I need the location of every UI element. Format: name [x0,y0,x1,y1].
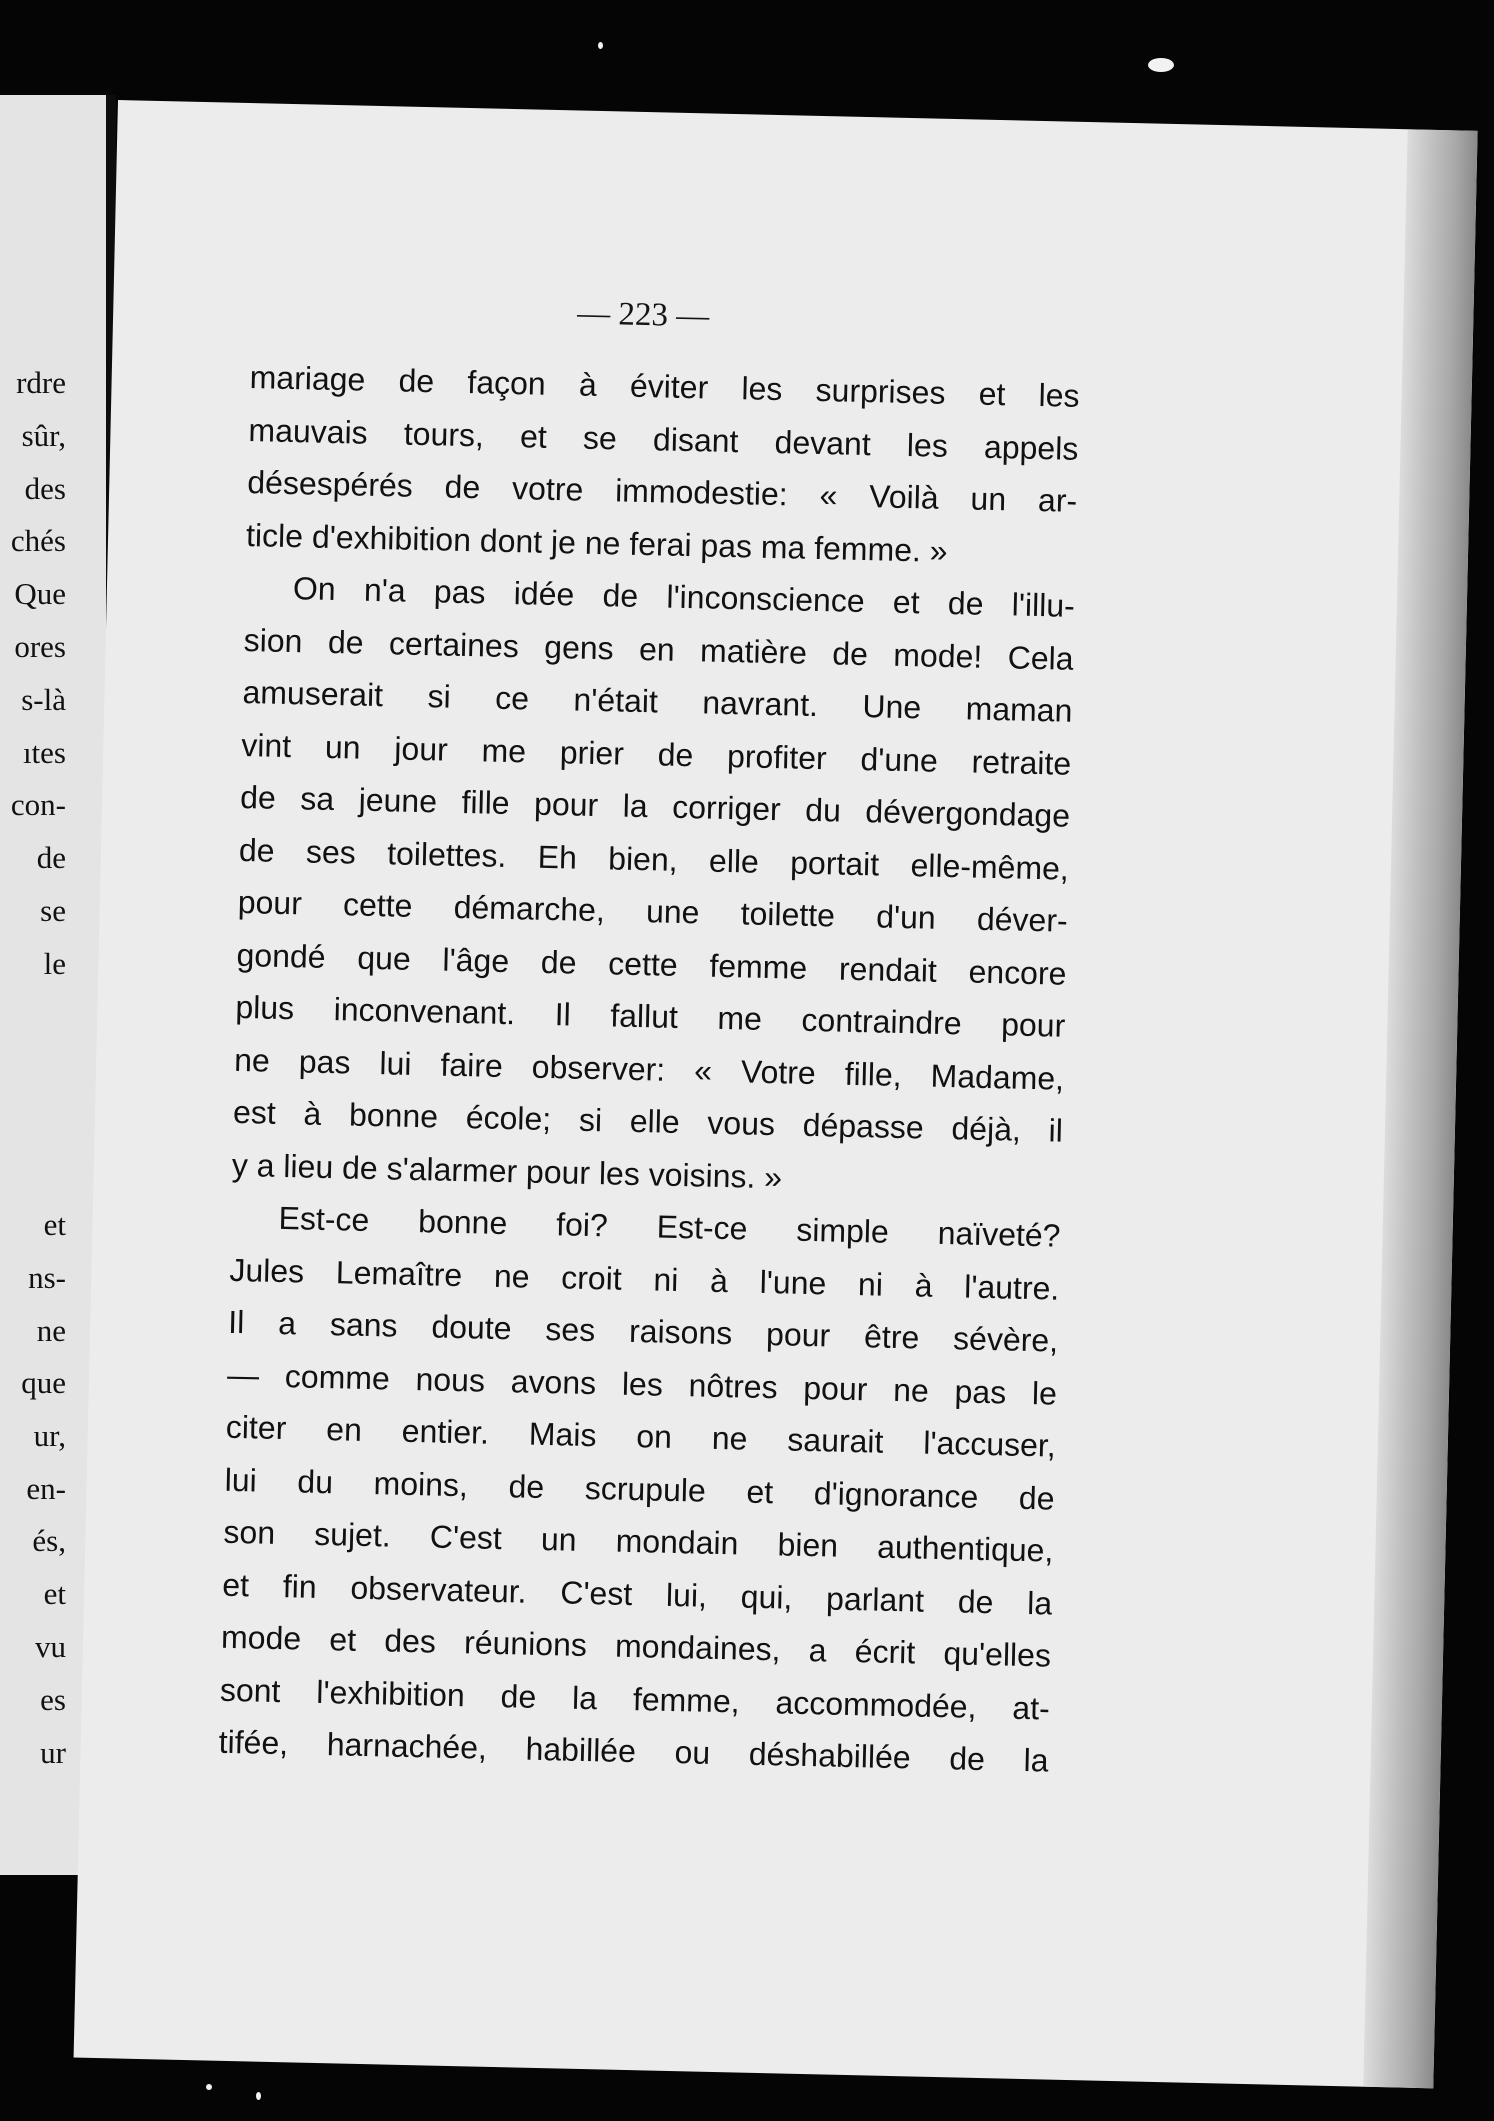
page-text [218,351,1080,1787]
left-page-fragment: ıtes [22,735,66,770]
scan-speck [256,2092,261,2100]
left-page-fragment: ores [14,629,66,664]
text-line: mariage de façon à éviter les surprises et les [249,359,1080,414]
text-line: tifée, harnachée, habillée ou déshabillée de la [218,1723,1049,1779]
left-page-fragment: ns- [28,1260,66,1295]
left-page-fragment: s-là [21,682,66,717]
left-page-fragment: rdre [16,365,66,400]
left-page-fragment: des [24,471,66,506]
text-line: — comme nous avons les nôtres pour ne pas le [226,1356,1058,1412]
left-page-fragment: chés [10,523,66,558]
text-line: citer en entier. Mais on ne saurait l'accuser, [225,1408,1057,1464]
left-page-fragment: ur [40,1735,66,1770]
text-line: mauvais tours, et se disant devant les appels [248,411,1079,467]
text-line: Est-ce bonne foi? Est-ce simple naïveté? [278,1199,1061,1254]
text-line: vint un jour me prier de profiter d'une retraite [241,726,1072,782]
text-line: ticle d'exhibition dont je ne ferai pas ma femme. » [245,516,948,569]
left-page-fragment: es [40,1682,66,1717]
left-page-fragment: vu [35,1629,66,1664]
scan-speck [598,42,603,49]
text-line: est à bonne école; si elle vous dépasse déjà, il [232,1093,1064,1149]
text-line: désespérés de votre immodestie: « Voilà un ar- [246,464,1078,519]
left-page-fragment: se [40,893,66,928]
left-page-fragment: ne [36,1313,66,1348]
text-line: lui du moins, de scrupule et d'ignorance de [224,1461,1055,1517]
text-line: Jules Lemaître ne croit ni à l'une ni à l'autre. [229,1251,1060,1307]
text-line: et fin observateur. C'est lui, qui, parlant de la [221,1566,1053,1622]
text-line: sion de certaines gens en matière de mode! Cela [243,621,1074,677]
text-line: amuserait si ce n'était navrant. Une maman [242,673,1073,729]
page-number: — 223 — [576,295,710,335]
text-line: On n'a pas idée de l'inconscience et de l'illu- [292,570,1076,624]
scan-speck [206,2084,212,2090]
left-page-fragment: és, [32,1523,66,1558]
left-page-fragment: le [43,946,66,981]
text-line: ne pas lui faire observer: « Votre fille, Madame, [233,1041,1065,1097]
text-line: de ses toilettes. Eh bien, elle portait elle-même, [238,831,1070,887]
text-line: y a lieu de s'alarmer pour les voisins. » [231,1146,783,1195]
left-page-fragment: ur, [33,1418,66,1453]
text-line: sont l'exhibition de la femme, accommodée, at- [219,1671,1051,1727]
text-line: pour cette démarche, une toilette d'un déver- [237,883,1069,939]
page-edge-shadow [1363,129,1477,2088]
left-page-fragment: et [43,1576,66,1611]
book-page [74,100,1478,2088]
left-page-fragment: con- [10,787,66,822]
left-page-fragment: et [43,1207,66,1242]
text-line: plus inconvenant. Il fallut me contraindre pour [235,988,1066,1044]
left-page-fragment: que [21,1365,66,1400]
scan-speck [1148,58,1174,72]
left-page-fragment: de [36,840,66,875]
text-line: gondé que l'âge de cette femme rendait encore [236,936,1067,992]
text-line: mode et des réunions mondaines, a écrit qu'elles [220,1618,1052,1674]
left-page-fragment: sûr, [21,418,66,453]
text-line: Il a sans doute ses raisons pour être sévère, [227,1303,1059,1359]
text-line: de sa jeune fille pour la corriger du dévergondage [239,778,1071,834]
left-page-fragment: Que [14,576,66,611]
text-line: son sujet. C'est un mondain bien authentique, [223,1513,1054,1569]
left-page-fragment: en- [26,1471,66,1506]
